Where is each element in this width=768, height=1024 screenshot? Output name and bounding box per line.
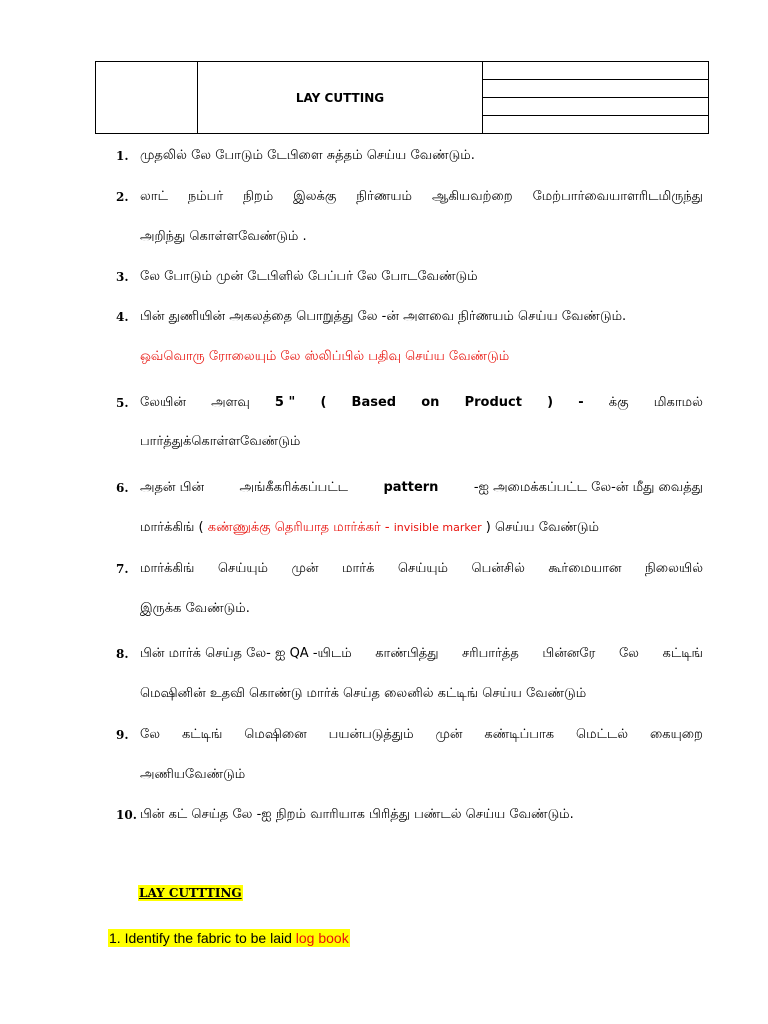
item-line-justified — [140, 726, 703, 744]
item-line: பின் துணியின் அகலத்தை பொறுத்து லே -ன் அளவை நிர்ணயம் செய்ய வேண்டும். — [140, 309, 627, 324]
item-line-justified — [140, 188, 703, 206]
item-line: அறிந்து கொள்ளவேண்டும் . — [140, 229, 307, 244]
word: அதன் பின் — [140, 480, 205, 495]
word: செய்யும் — [217, 561, 268, 576]
word: லேயின் — [140, 395, 186, 410]
item-line-red: ஒவ்வொரு ரோலையும் லே ஸ்லிப்பில் பதிவு செய்ய வேண்டும் — [140, 349, 510, 364]
word: சரிபார்த்த — [462, 646, 519, 661]
item-number: 6. — [116, 481, 129, 495]
word: கண்டிப்பாக — [484, 727, 555, 742]
item-line-justified — [140, 645, 703, 663]
word: கூர்மையான — [548, 561, 622, 576]
item-line: அணியவேண்டும் — [140, 767, 246, 782]
word: pattern — [383, 480, 439, 495]
item-line: முதலில் லே போடும் டேபிளை சுத்தம் செய்ய வேண்டும். — [140, 148, 475, 163]
item-number: 4. — [116, 310, 129, 324]
word: பயன்படுத்தும் — [328, 727, 414, 742]
word: அங்கீகரிக்கப்பட்ட — [239, 480, 349, 495]
word: காண்பித்து — [375, 646, 439, 661]
word: மெஷினை — [244, 727, 307, 742]
item-number: 5. — [116, 396, 129, 410]
word: கையுறை — [649, 727, 703, 742]
text-part-red: கண்ணுக்கு தெரியாத மார்க்கர் - — [207, 520, 390, 535]
item-number: 9. — [116, 728, 129, 742]
header-info-row — [483, 80, 708, 98]
item-number: 3. — [116, 270, 129, 284]
word: கட்டிங் — [181, 727, 223, 742]
word: க்கு — [608, 395, 629, 410]
word: பின்னரே — [542, 646, 596, 661]
word: லே — [618, 646, 639, 661]
word: லே — [140, 727, 161, 742]
word: இலக்கு — [293, 189, 337, 204]
word: on — [421, 395, 440, 410]
item-line: லே போடும் முன் டேபிளில் பேப்பர் லே போடவேண்டும் — [140, 269, 478, 284]
text-part: ) செய்ய வேண்டும் — [485, 520, 599, 535]
item-line-justified — [140, 394, 703, 412]
word: மிகாமல் — [653, 395, 703, 410]
word: - — [578, 395, 584, 410]
section-heading-highlighted: LAY CUTTTING — [139, 886, 242, 900]
word: பென்சில் — [471, 561, 525, 576]
word: முன் — [291, 561, 319, 576]
item-number: 2. — [116, 190, 129, 204]
instruction-text: 1. Identify the fabric to be laid — [109, 930, 296, 946]
header-info-row — [483, 98, 708, 116]
item-line: பார்த்துக்கொள்ளவேண்டும் — [140, 434, 301, 449]
word: ஆகியவற்றை — [431, 189, 513, 204]
header-info-rows — [483, 62, 708, 133]
item-number: 8. — [116, 647, 129, 661]
word: Product — [464, 395, 522, 410]
word: செய்யும் — [397, 561, 448, 576]
text-part: மார்க்கிங் ( — [140, 520, 204, 535]
word: 5 " — [274, 395, 296, 410]
text-part-small-red: invisible marker — [393, 521, 482, 534]
item-line-mixed — [140, 519, 703, 537]
word: மார்க்கிங் — [140, 561, 195, 576]
item-line-justified — [140, 560, 703, 578]
word: நம்பர் — [187, 189, 224, 204]
word: மெட்டல் — [576, 727, 629, 742]
word: அளவு — [211, 395, 250, 410]
word: கட்டிங் — [662, 646, 703, 661]
header-info-row — [483, 116, 708, 134]
item-number: 7. — [116, 562, 129, 576]
word: ( — [320, 395, 327, 410]
word: மார்க் — [342, 561, 375, 576]
header-info-row — [483, 62, 708, 80]
header-table — [95, 61, 709, 134]
header-info-cell — [483, 62, 709, 134]
header-title: LAY CUTTING — [198, 62, 483, 134]
item-number: 1. — [116, 149, 129, 163]
item-line: இருக்க வேண்டும். — [140, 601, 250, 616]
word: நிலையில் — [645, 561, 703, 576]
instruction-highlight-text: log book — [295, 930, 349, 946]
item-number: 10. — [116, 808, 137, 822]
word: ) — [547, 395, 554, 410]
item-line: மெஷினின் உதவி கொண்டு மார்க் செய்த லைனில் கட்டிங் செய்ய வேண்டும் — [140, 686, 587, 701]
item-line: பின் கட் செய்த லே -ஐ நிறம் வாரியாக பிரித்து பண்டல் செய்ய வேண்டும். — [140, 807, 574, 822]
word: நிறம் — [243, 189, 274, 204]
word: லாட் — [140, 189, 168, 204]
word: நிர்ணயம் — [356, 189, 412, 204]
word: முன் — [435, 727, 463, 742]
header-logo-cell — [96, 62, 198, 134]
word: பின் மார்க் செய்த லே- ஐ QA -யிடம் — [140, 646, 352, 661]
word: Based — [351, 395, 397, 410]
item-line-justified — [140, 479, 703, 497]
english-instruction-line — [108, 929, 350, 947]
word: -ஐ அமைக்கப்பட்ட லே-ன் மீது வைத்து — [473, 480, 703, 495]
word: மேற்பார்வையாளரிடமிருந்து — [532, 189, 703, 204]
